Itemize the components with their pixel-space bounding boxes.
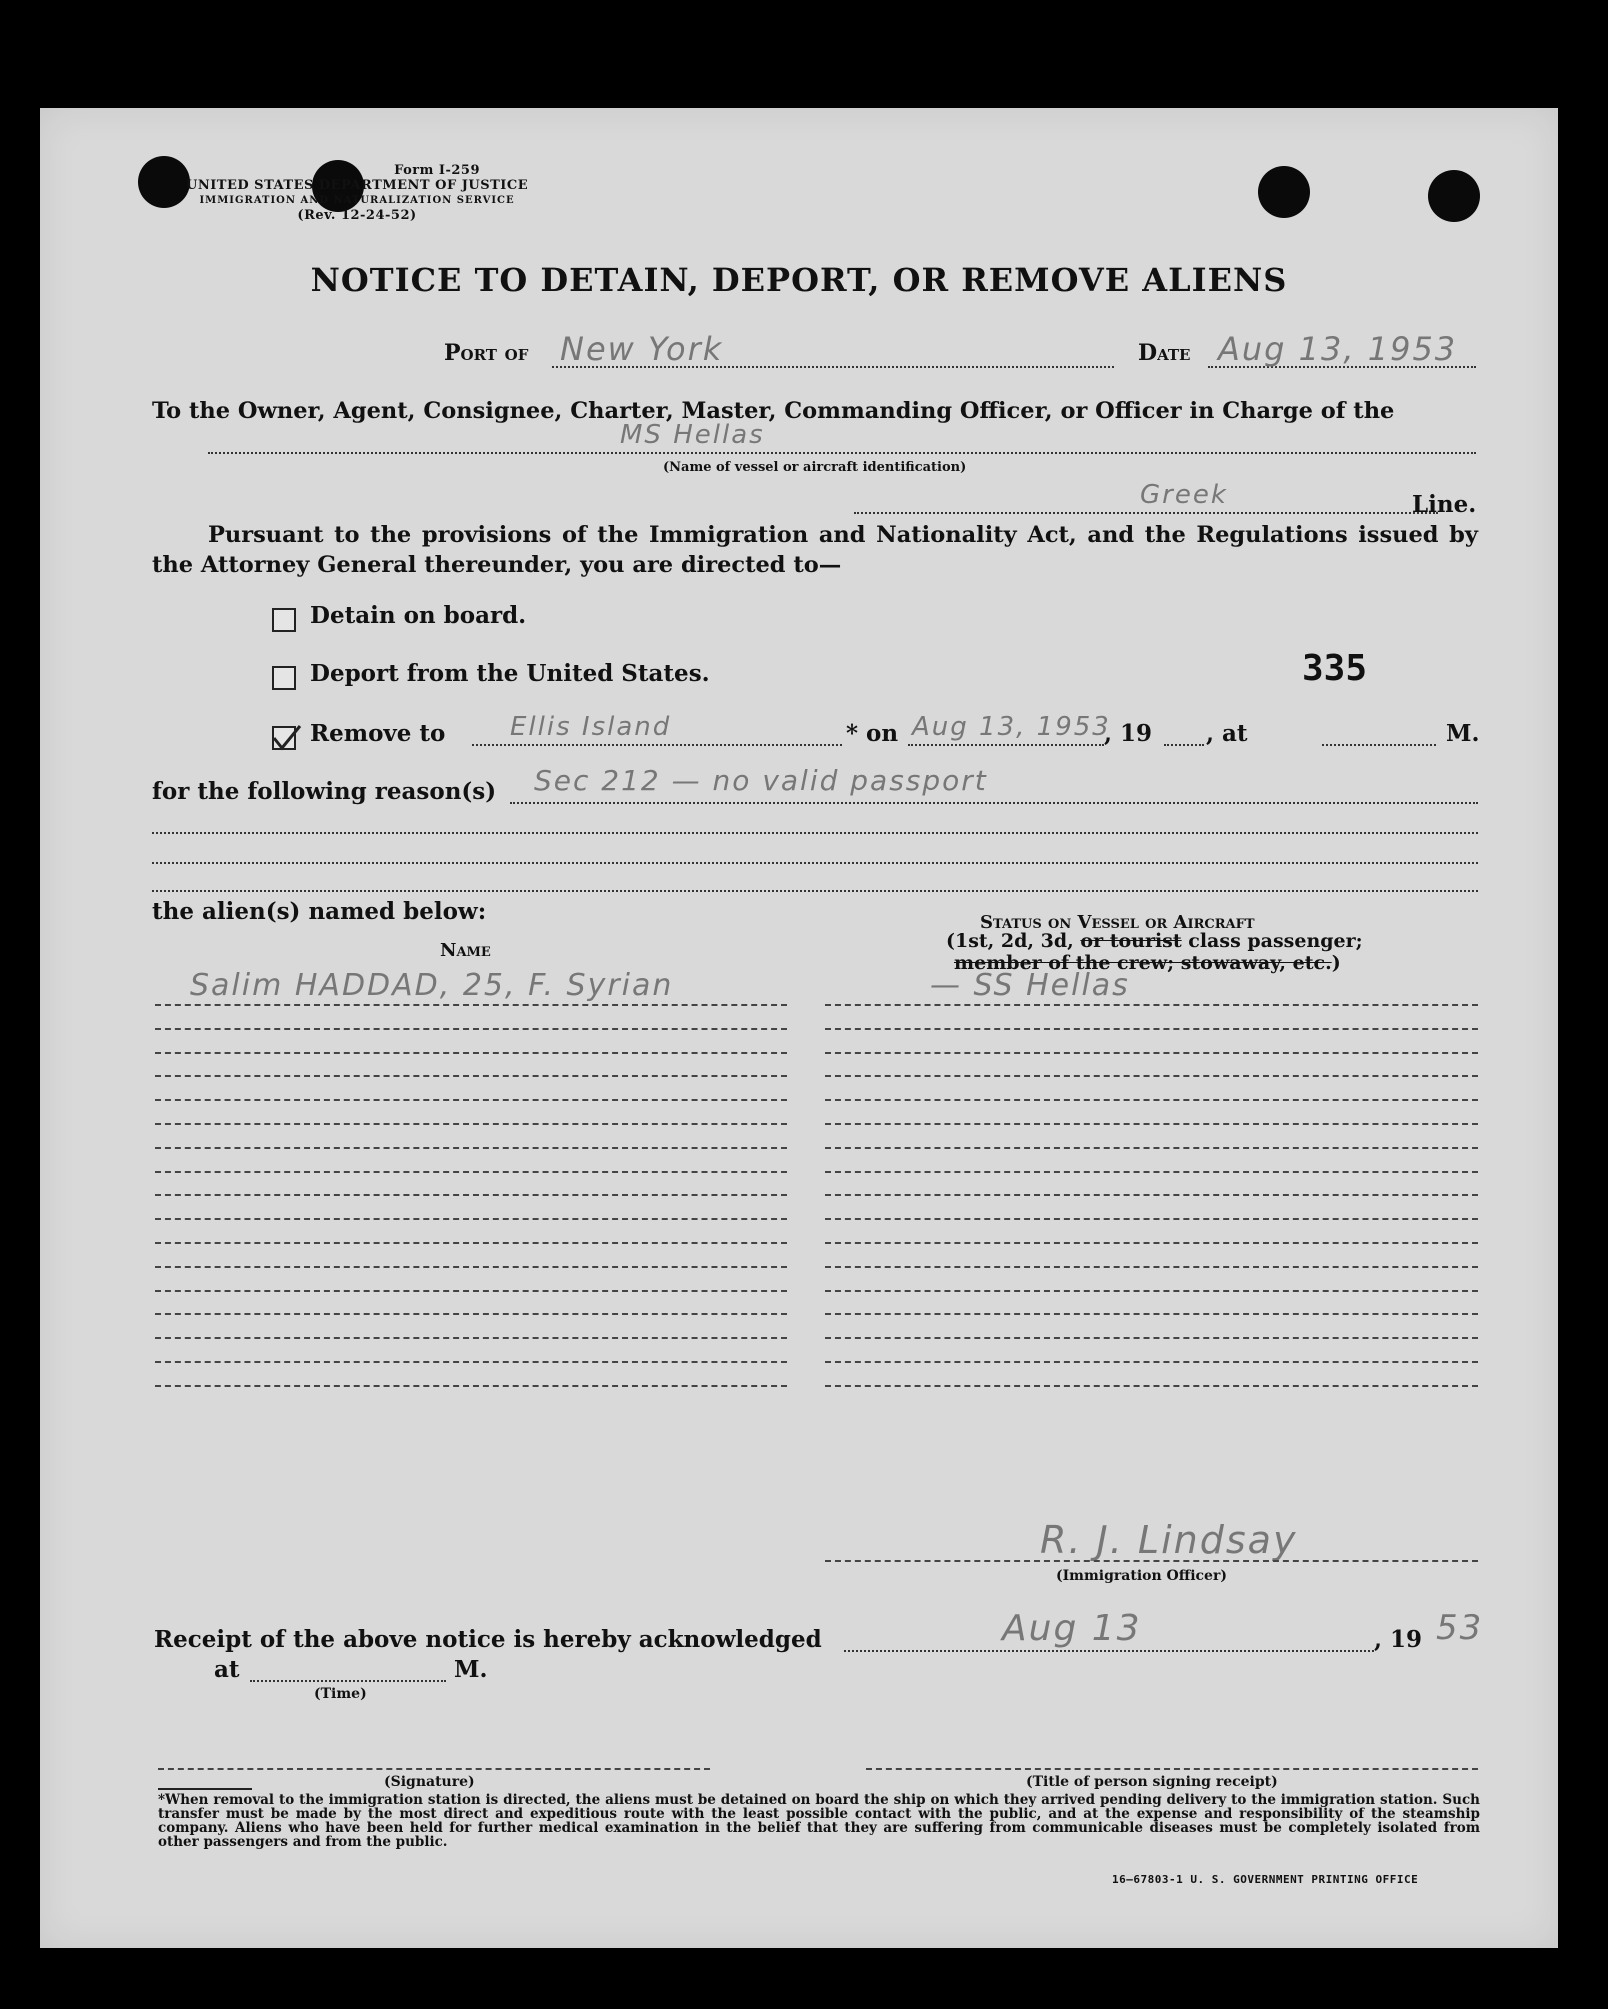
reasons-line-4: [152, 890, 1478, 892]
printer-imprint: 16—67803-1 U. S. GOVERNMENT PRINTING OFFICE: [1112, 1873, 1419, 1886]
name-row-line: [155, 1028, 787, 1030]
check-mark-icon: [272, 722, 302, 752]
agency-line: UNITED STATES DEPARTMENT OF JUSTICE: [186, 178, 529, 193]
receipt-title-caption: (Title of person signing receipt): [1026, 1774, 1278, 1790]
status-row-line: [825, 1028, 1478, 1030]
status-header-3a-struck: member of the crew; stowaway, etc.: [954, 952, 1332, 974]
service-line: IMMIGRATION AND NATURALIZATION SERVICE: [199, 195, 515, 206]
addressee-text: To the Owner, Agent, Consignee, Charter, Master, Commanding Officer, or Officer in Charge of the: [152, 398, 1395, 424]
status-header-2a: (1st, 2d, 3d,: [946, 930, 1081, 952]
name-row-line: [155, 1004, 787, 1006]
receipt-year-value: 53: [1436, 1608, 1484, 1648]
status-row-line: [825, 1004, 1478, 1006]
status-row-line: [825, 1290, 1478, 1292]
status-row-line: [825, 1313, 1478, 1315]
officer-signature-line: [825, 1560, 1478, 1562]
remove-time-line: [1322, 744, 1436, 746]
form-number: Form I-259: [394, 163, 481, 178]
vessel-value: MS Hellas: [620, 420, 765, 450]
footnote-divider: [158, 1788, 252, 1790]
name-column-header: Name: [440, 940, 491, 961]
line-value: Greek: [1140, 480, 1228, 510]
reasons-value: Sec 212 — no valid passport: [534, 764, 988, 797]
status-row-line: [825, 1266, 1478, 1268]
status-row-line: [825, 1218, 1478, 1220]
status-row-line: [825, 1242, 1478, 1244]
receipt-m-label: M.: [454, 1656, 488, 1683]
port-label: Port of: [444, 340, 529, 366]
line-field-line: [854, 512, 1438, 514]
receipt-text: Receipt of the above notice is hereby acknowledged: [154, 1626, 822, 1653]
status-header-line-1: Status on Vessel or Aircraft: [980, 912, 1255, 933]
name-row-line: [155, 1123, 787, 1125]
name-row-line: [155, 1052, 787, 1054]
receipt-signature-line: [158, 1768, 710, 1770]
name-row-line: [155, 1313, 787, 1315]
status-row-line: [825, 1099, 1478, 1101]
form-title: NOTICE TO DETAIN, DEPORT, OR REMOVE ALIENS: [310, 261, 1288, 299]
receipt-at-label: at: [214, 1656, 240, 1683]
name-row-line: [155, 1194, 787, 1196]
status-header-line-2: [946, 930, 1363, 952]
punch-hole: [1258, 166, 1310, 218]
remove-checkbox[interactable]: [272, 726, 296, 750]
reasons-line-2: [152, 832, 1478, 834]
name-row-line: [155, 1218, 787, 1220]
remove-at-label: , at: [1206, 720, 1248, 747]
remove-year-line: [1164, 744, 1204, 746]
detain-checkbox[interactable]: [272, 608, 296, 632]
alien-status-value: — SS Hellas: [930, 968, 1130, 1003]
form-header: [186, 163, 528, 223]
form-page: [40, 108, 1558, 1948]
receipt-time-caption: (Time): [314, 1686, 367, 1702]
name-row-line: [155, 1337, 787, 1339]
remove-m-label: M.: [1446, 720, 1480, 747]
officer-caption: (Immigration Officer): [1056, 1568, 1227, 1584]
status-row-line: [825, 1385, 1478, 1387]
receipt-signature-caption: (Signature): [384, 1774, 475, 1790]
deport-checkbox[interactable]: [272, 666, 296, 690]
alien-name-value: Salim HADDAD, 25, F. Syrian: [190, 968, 674, 1003]
officer-signature: R. J. Lindsay: [1040, 1518, 1298, 1562]
vessel-caption: (Name of vessel or aircraft identification): [663, 460, 967, 475]
aliens-lead: the alien(s) named below:: [152, 898, 487, 925]
status-row-line: [825, 1123, 1478, 1125]
stamp-number: 335: [1302, 648, 1368, 689]
name-row-line: [155, 1099, 787, 1101]
deport-label: Deport from the United States.: [310, 660, 710, 687]
footnote: *When removal to the immigration station is directed, the aliens must be detained on board the ship on which they arrived pending delivery to the immigration station. Such transfer must be made by the most direct and expeditious route with the least possible contact with the public, and at the expense and responsibility of the steamship company. Aliens who have been held for further medical examination in the belief that they are suffering from communicable diseases must be completely isolated from other passengers and from the public.: [158, 1792, 1480, 1850]
name-row-line: [155, 1266, 787, 1268]
name-row-line: [155, 1290, 787, 1292]
status-row-line: [825, 1337, 1478, 1339]
reasons-line-1: [510, 802, 1478, 804]
vessel-field-line: [208, 452, 1476, 454]
status-header-2c: class passenger;: [1181, 930, 1363, 952]
port-value: New York: [560, 330, 724, 368]
punch-hole: [1428, 170, 1480, 222]
remove-on-line: [908, 744, 1104, 746]
remove-label: Remove to: [310, 720, 446, 747]
reasons-label: for the following reason(s): [152, 778, 497, 805]
status-header-2b-struck: or tourist: [1080, 930, 1182, 952]
name-row-line: [155, 1075, 787, 1077]
detain-label: Detain on board.: [310, 602, 527, 629]
status-row-line: [825, 1147, 1478, 1149]
reasons-line-3: [152, 862, 1478, 864]
line-label: Line.: [1412, 491, 1477, 518]
status-row-line: [825, 1171, 1478, 1173]
status-row-line: [825, 1361, 1478, 1363]
revision: (Rev. 12-24-52): [297, 208, 417, 223]
status-row-line: [825, 1052, 1478, 1054]
name-row-line: [155, 1147, 787, 1149]
status-row-line: [825, 1194, 1478, 1196]
name-row-line: [155, 1171, 787, 1173]
receipt-year-label: , 19: [1374, 1626, 1423, 1653]
receipt-date-value: Aug 13: [1002, 1608, 1142, 1649]
date-value: Aug 13, 1953: [1218, 330, 1458, 368]
status-header-3b: ): [1331, 952, 1341, 974]
name-row-line: [155, 1361, 787, 1363]
receipt-time-line: [250, 1680, 446, 1682]
remove-year-label: , 19: [1104, 720, 1153, 747]
receipt-title-line: [866, 1768, 1478, 1770]
remove-on-value: Aug 13, 1953: [912, 712, 1111, 742]
name-row-line: [155, 1242, 787, 1244]
name-row-line: [155, 1385, 787, 1387]
pursuant-text: Pursuant to the provisions of the Immigration and Nationality Act, and the Regulations issued by the Attorney General thereunder, you are directed to—: [152, 522, 1478, 578]
receipt-date-line: [844, 1650, 1374, 1652]
remove-on-label: * on: [846, 720, 899, 747]
remove-destination: Ellis Island: [510, 712, 672, 742]
remove-destination-line: [472, 744, 842, 746]
date-label: Date: [1138, 340, 1191, 366]
status-row-line: [825, 1075, 1478, 1077]
punch-hole: [138, 156, 190, 208]
